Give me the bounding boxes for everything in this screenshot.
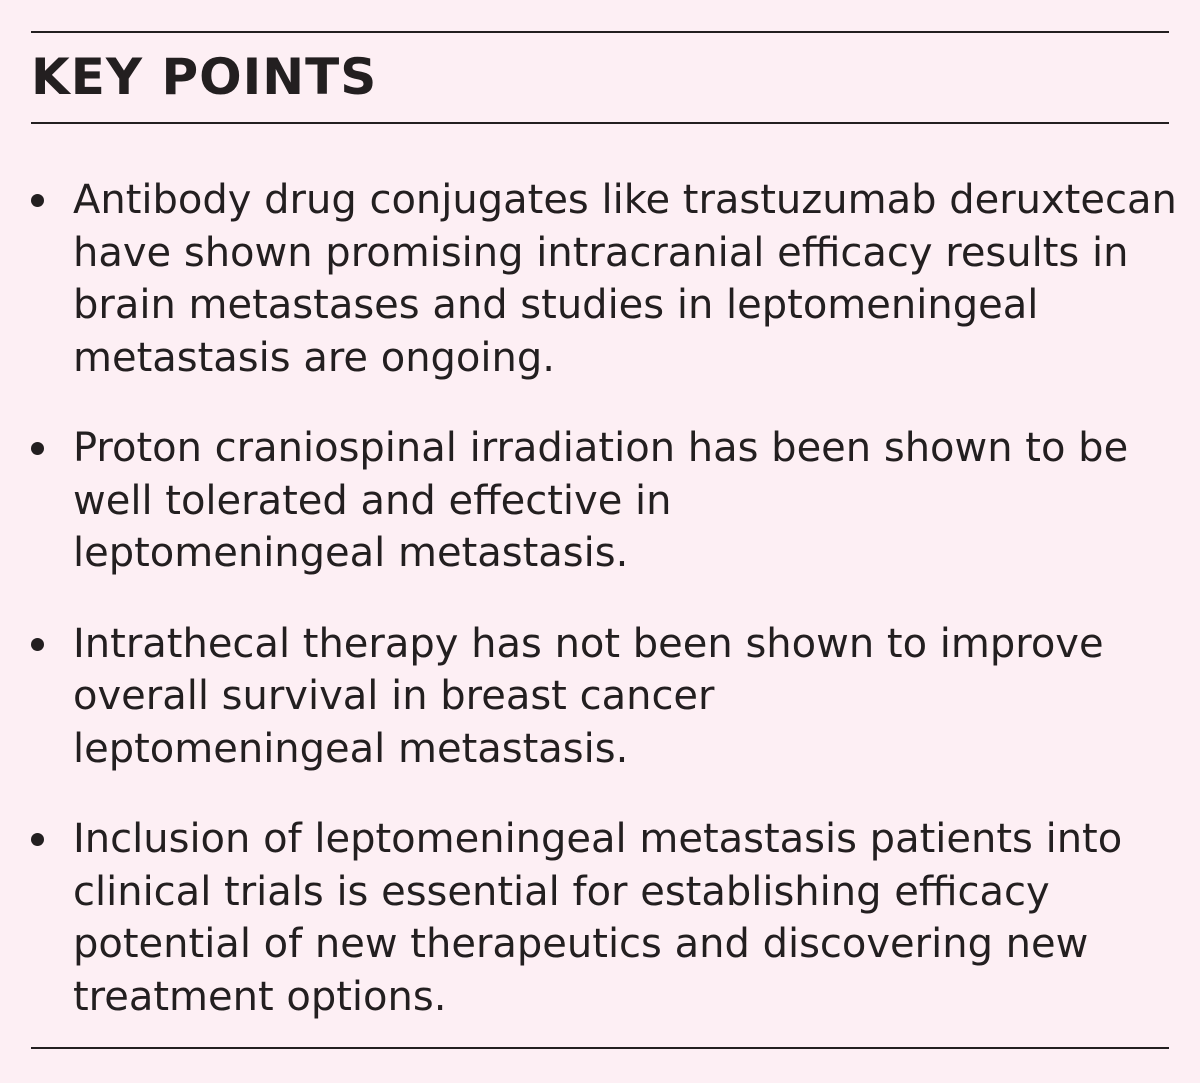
bullet-icon <box>31 194 44 207</box>
bottom-rule <box>31 1047 1169 1049</box>
key-point-line: leptomeningeal metastasis. <box>73 725 629 772</box>
heading-rule <box>31 122 1169 124</box>
key-points-list <box>31 174 1177 1061</box>
key-point-line: leptomeningeal metastasis. <box>73 530 629 576</box>
key-point-line: Intrathecal therapy has not been shown to improve <box>73 620 1104 667</box>
bullet-icon <box>31 442 44 455</box>
key-point-item <box>31 174 1177 384</box>
bullet-icon <box>31 638 44 651</box>
key-point-line: Proton craniospinal irradiation has been shown to be <box>73 425 1129 471</box>
key-point-line: metastasis are ongoing. <box>73 334 555 381</box>
key-point-line: Inclusion of leptomeningeal metastasis patients into <box>73 816 1123 862</box>
key-point-line: have shown promising intracranial efficacy results in <box>73 229 1129 276</box>
key-point-line: treatment options. <box>73 973 447 1020</box>
key-point-line: overall survival in breast cancer <box>73 673 715 719</box>
key-point-line: Antibody drug conjugates like trastuzumab deruxtecan <box>73 177 1177 223</box>
key-point-line: clinical trials is essential for establishing efficacy <box>73 868 1050 915</box>
key-point-line: potential of new therapeutics and discovering new <box>73 921 1089 967</box>
key-point-item <box>31 618 1161 776</box>
bullet-icon <box>31 833 44 846</box>
key-point-line: well tolerated and effective in <box>73 477 672 524</box>
key-point-line: brain metastases and studies in leptomeningeal <box>73 282 1039 328</box>
key-point-item <box>31 813 1161 1023</box>
top-rule <box>31 31 1169 33</box>
key-point-item <box>31 422 1161 580</box>
key-points-heading: KEY POINTS <box>31 48 378 106</box>
